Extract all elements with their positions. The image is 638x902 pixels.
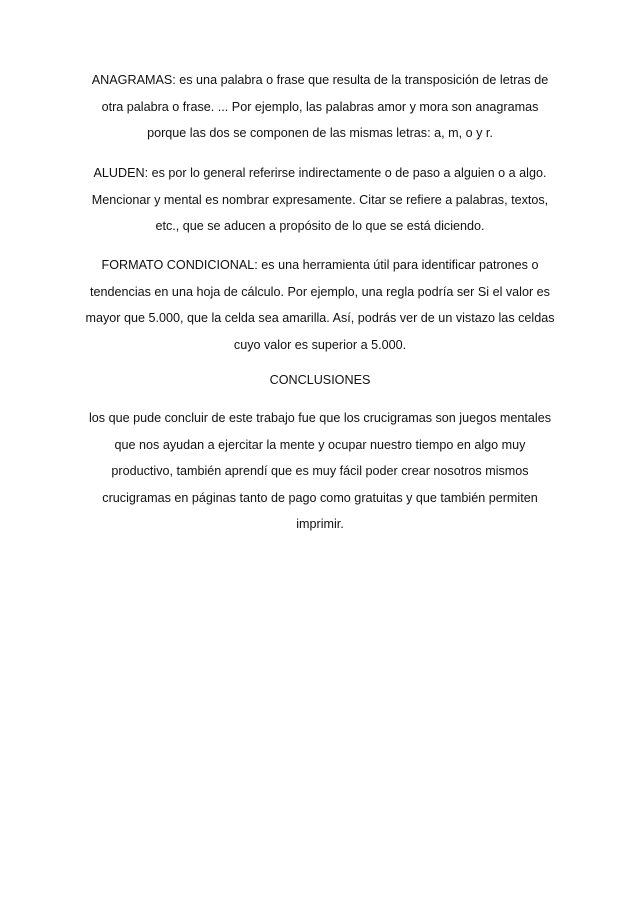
text-line: ALUDEN: es por lo general referirse indirectamente o de paso a alguien o a algo.	[93, 166, 547, 180]
text-line: crucigramas en páginas tanto de pago como gratuitas y que también permiten	[102, 490, 538, 505]
text-line: Mencionar y mental es nombrar expresamente. Citar se refiere a palabras, textos,	[91, 192, 549, 207]
paragraph-conclusiones	[70, 405, 570, 538]
text-line: porque las dos se componen de las mismas letras: a, m, o y r.	[147, 126, 493, 140]
text-line: imprimir.	[296, 517, 344, 531]
text-line: productivo, también aprendí que es muy fácil poder crear nosotros mismos	[111, 464, 529, 478]
text-line: etc., que se aducen a propósito de lo que se está diciendo.	[155, 219, 485, 233]
text-line: otra palabra o frase. ... Por ejemplo, las palabras amor y mora son anagramas	[101, 99, 539, 114]
text-line: FORMATO CONDICIONAL: es una herramienta útil para identificar patrones o	[101, 258, 539, 272]
text-line: los que pude concluir de este trabajo fue que los crucigramas son juegos mentales	[88, 411, 552, 425]
text-line: ANAGRAMAS: es una palabra o frase que resulta de la transposición de letras de	[91, 73, 549, 87]
paragraph-formato-condicional	[70, 252, 570, 358]
heading-text: CONCLUSIONES	[269, 373, 371, 387]
section-heading-conclusiones	[70, 367, 570, 394]
paragraph-anagramas	[70, 67, 570, 147]
text-line: tendencias en una hoja de cálculo. Por ejemplo, una regla podría ser Si el valor es	[90, 284, 550, 299]
paragraph-aluden	[70, 160, 570, 240]
text-line: mayor que 5.000, que la celda sea amarilla. Así, podrás ver de un vistazo las celdas	[85, 311, 555, 325]
text-line: cuyo valor es superior a 5.000.	[233, 337, 407, 352]
text-line: que nos ayudan a ejercitar la mente y ocupar nuestro tiempo en algo muy	[114, 437, 526, 452]
